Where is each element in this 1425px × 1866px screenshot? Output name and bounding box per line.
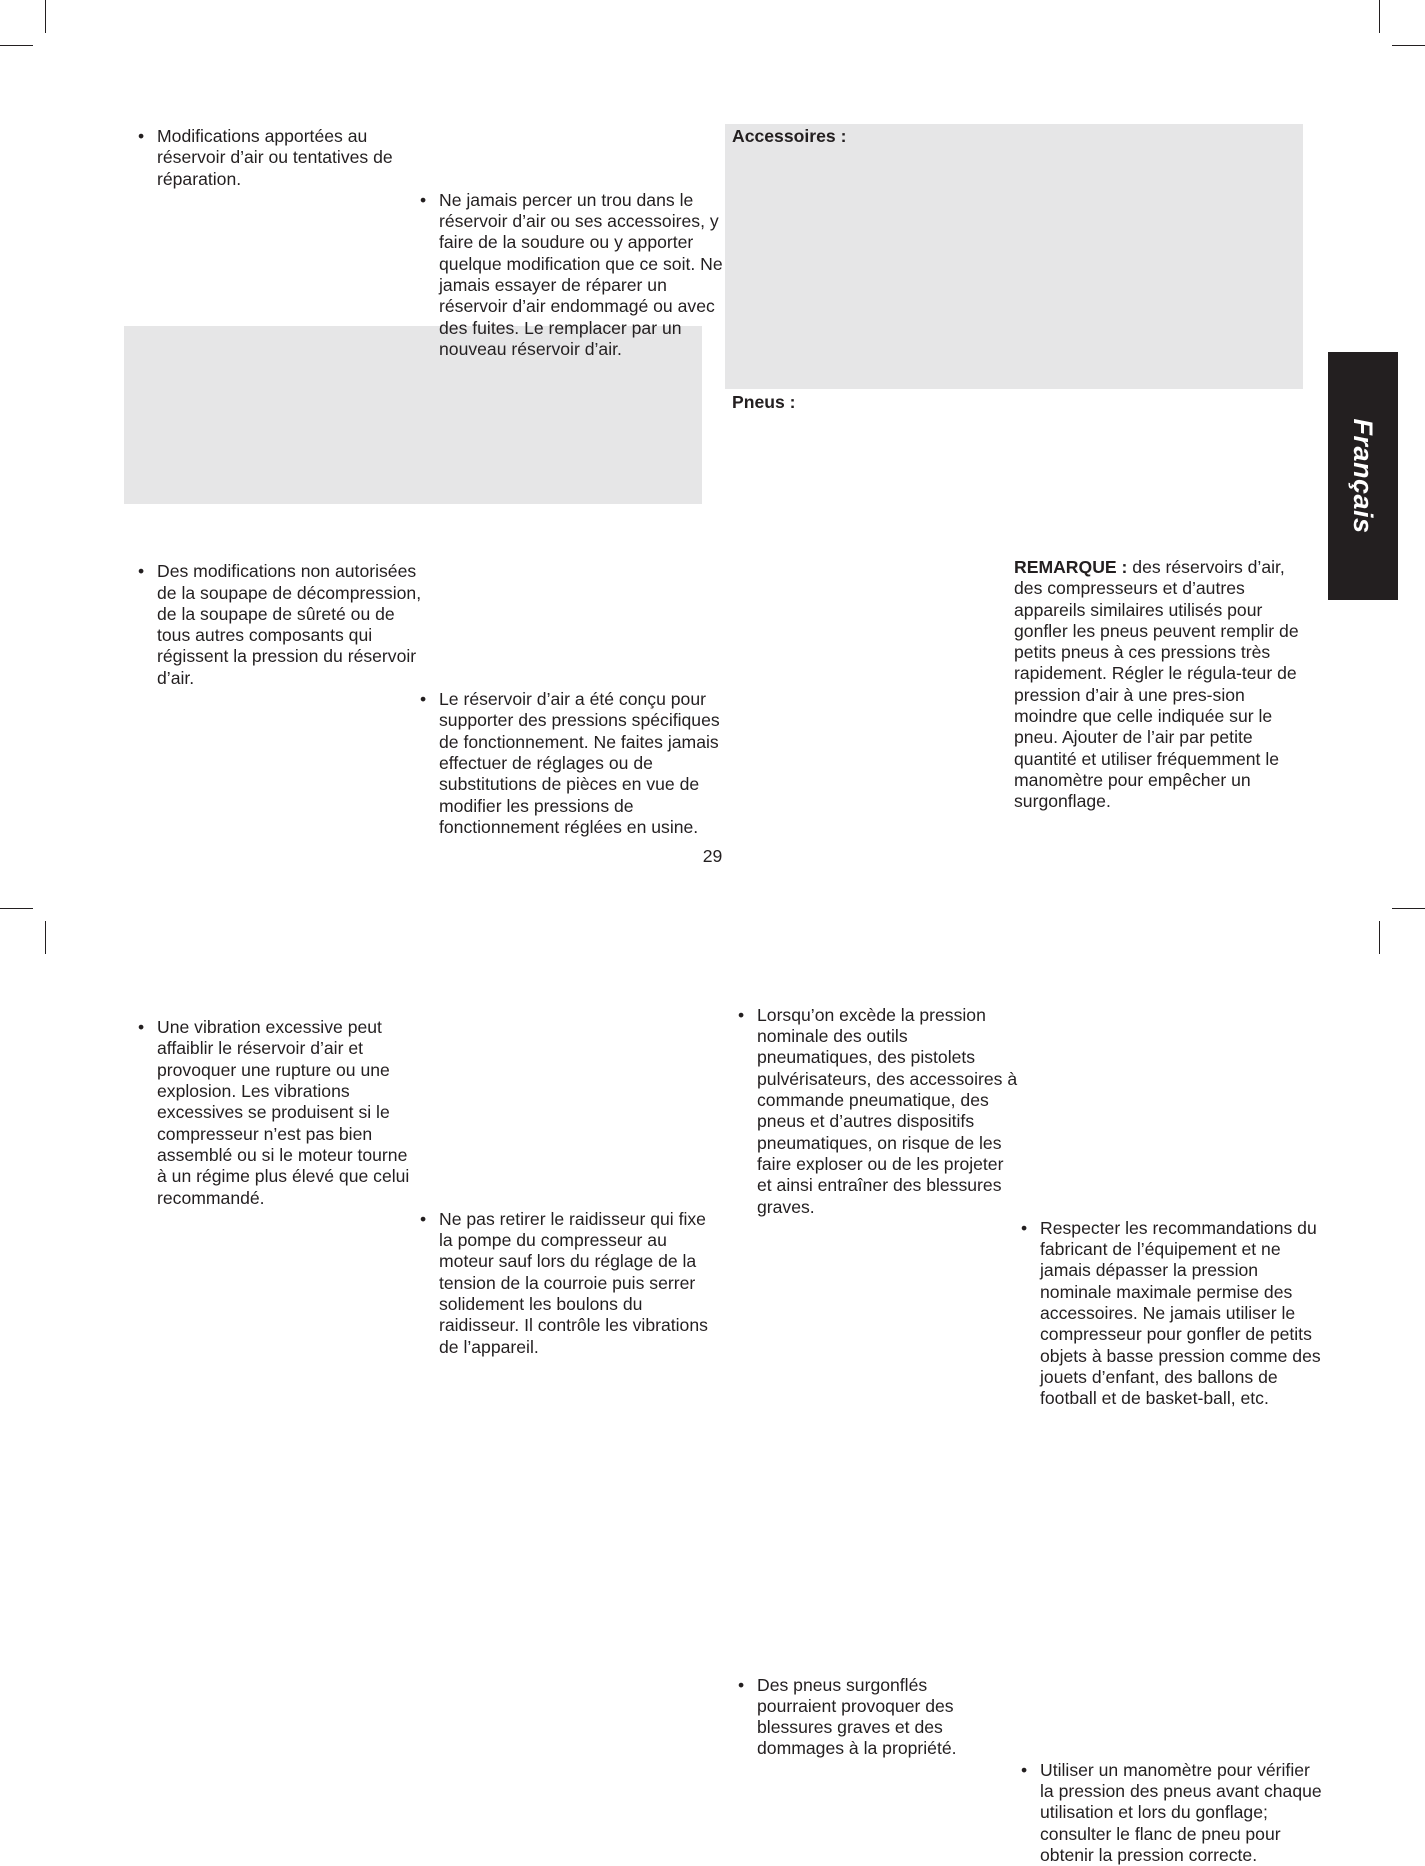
crop-mark — [1392, 45, 1425, 46]
section-heading-pneus: Pneus : — [732, 392, 796, 412]
prevention-cell: • Le réservoir d’air a été conçu pour supporter des pressions spécifiques de fonctionnement. Ne faites jamais effectuer de réglages ou de substitutions de pièces en vue de modifier les pressions de fonctionnement réglées en usine. — [414, 689, 724, 838]
section-heading-accessoires: Accessoires : — [732, 126, 847, 146]
hazard-cell: • Une vibration excessive peut affaiblir le réservoir d’air et provoquer une rupture ou une explosion. Les vibrations excessives se produisent si le compresseur n’est pas bien assemblé ou si le moteur tourne à un régime plus élevé que celui recommandé. — [132, 1017, 417, 1209]
prevention-cell: • Ne pas retirer le raidisseur qui fixe la pompe du compresseur au moteur sauf lors du réglage de la tension de la courroie puis serrer solidement les boulons du raidisseur. Il contrôle les vibrations de l’appareil. — [414, 1209, 724, 1358]
hazard-cell: • Des modifications non autorisées de la soupape de décompression, de la soupape de sûreté ou de tous autres composants qui régissent la pression du réservoir d’air. — [132, 561, 429, 689]
crop-mark — [1379, 921, 1380, 954]
crop-mark — [1379, 0, 1380, 33]
crop-mark — [0, 45, 33, 46]
hazard-cell: • Des pneus surgonflés pourraient provoquer des blessures graves et des dommages à la propriété. — [732, 1675, 997, 1760]
hazard-cell: • Lorsqu’on excède la pression nominale des outils pneumatiques, des pistolets pulvérisateurs, des accessoires à commande pneumatique, des pneus et d’autres dispositifs pneumatiques, on risque de les faire exploser ou de les projeter et ainsi entraîner des blessures graves. — [732, 1005, 1019, 1218]
crop-mark — [1392, 908, 1425, 909]
shaded-section-band — [725, 124, 1303, 389]
prevention-cell: • Respecter les recommandations du fabricant de l’équipement et ne jamais dépasser la pression nominale maximale permise des accessoires. Ne jamais utiliser le compresseur pour gonfler de petits objets à basse pression comme des jouets d’enfant, des ballons de football et de basket-ball, etc. — [1015, 1218, 1327, 1410]
hazard-cell: • Modifications apportées au réservoir d’air ou tentatives de réparation. — [132, 126, 427, 190]
crop-mark — [0, 908, 33, 909]
note-paragraph — [1014, 557, 1303, 813]
language-tab-label: Français — [1348, 418, 1378, 534]
prevention-cell: • Utiliser un manomètre pour vérifier la pression des pneus avant chaque utilisation et lors du gonflage; consulter le flanc de pneu pour obtenir la pression correcte. — [1015, 1760, 1327, 1866]
note-label: REMARQUE : — [1014, 557, 1128, 577]
crop-mark — [45, 921, 46, 954]
note-text: des réservoirs d’air, des compresseurs et d’autres appareils similaires utilisés pour gonfler les pneus peuvent remplir de petits pneus à ces pressions très rapidement. Régler le régula-teur de pression d’air à une pres-sion moindre que celle indiquée sur le pneu. Ajouter de l’air par petite quantité et utiliser fréquemment le manomètre pour empêcher un surgonflage. — [1014, 557, 1299, 812]
prevention-cell: • Ne jamais percer un trou dans le réservoir d’air ou ses accessoires, y faire de la soudure ou y apporter quelque modification que ce soit. Ne jamais essayer de réparer un réservoir d’air endommagé ou avec des fuites. Le remplacer par un nouveau réservoir d’air. — [414, 190, 724, 360]
crop-mark — [45, 0, 46, 33]
language-tab — [1328, 352, 1398, 600]
page-number: 29 — [702, 846, 723, 866]
